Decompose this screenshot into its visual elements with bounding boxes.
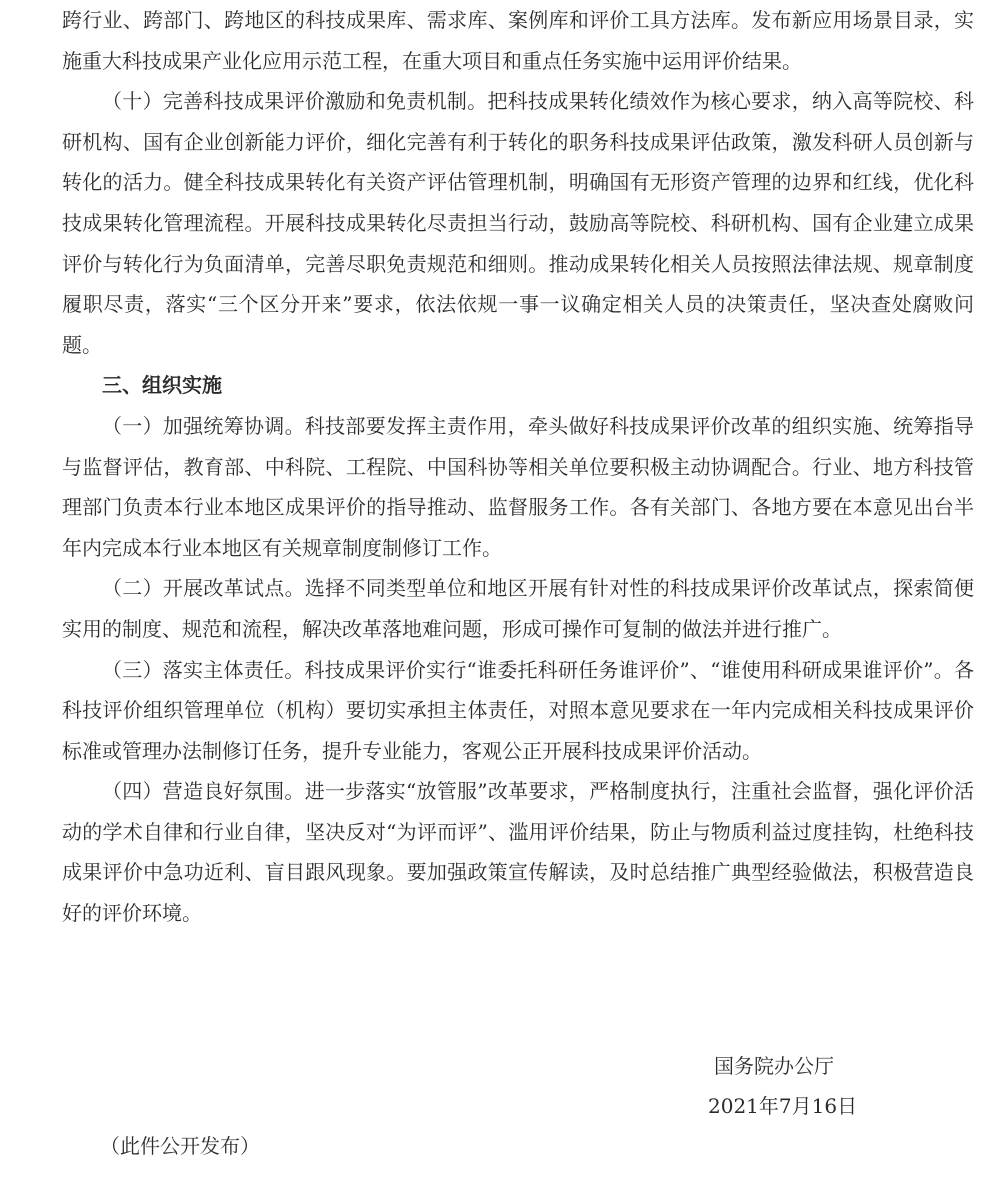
publish-note: （此件公开发布） xyxy=(100,1134,260,1158)
paragraph-item-2 xyxy=(62,568,974,649)
paragraph-text: 把科技成果转化绩效作为核心要求，纳入高等院校、科研机构、国有企业创新能力评价，细化完善有利于转化的职务科技成果评估政策，激发科研人员创新与转化的活力。健全科技成果转化有关资产评估管理机制，明确国有无形资产管理的边界和红线，优化科技成果转化管理流程。开展科技成果转化尽责担当行动，鼓励高等院校、科研机构、国有企业建立成果评价与转化行为负面清单，完善尽职免责规范和细则。推动成果转化相关人员按照法律法规、规章制度履职尽责，落实“三个区分开来”要求，依法依规一事一议确定相关人员的决策责任，坚决查处腐败问题。 xyxy=(62,89,975,357)
paragraph-item-4 xyxy=(62,771,974,933)
paragraph-text: 选择不同类型单位和地区开展有针对性的科技成果评价改革试点，探索简便实用的制度、规范和流程，解决改革落地难问题，形成可操作可复制的做法并进行推广。 xyxy=(62,576,975,641)
paragraph-text: 科技部要发挥主责作用，牵头做好科技成果评价改革的组织实施、统筹指导与监督评估，教育部、中科院、工程院、中国科协等相关单位要积极主动协调配合。行业、地方科技管理部门负责本行业本地区成果评价的指导推动、监督服务工作。各有关部门、各地方要在本意见出台半年内完成本行业本地区有关规章制度制修订工作。 xyxy=(62,413,975,560)
paragraph-item-10 xyxy=(62,81,974,365)
signature-date: 2021年7月16日 xyxy=(708,1094,858,1118)
section-heading: 三、组织实施 xyxy=(102,373,222,398)
paragraph-continuation xyxy=(62,0,974,81)
document-body xyxy=(62,0,974,934)
paragraph-lead: （一）加强统筹协调。 xyxy=(102,413,305,438)
paragraph-item-3 xyxy=(62,650,974,772)
paragraph-item-1 xyxy=(62,406,974,568)
paragraph-text: 跨行业、跨部门、跨地区的科技成果库、需求库、案例库和评价工具方法库。发布新应用场景目录，实施重大科技成果产业化应用示范工程，在重大项目和重点任务实施中运用评价结果。 xyxy=(62,8,974,73)
paragraph-text: 进一步落实“放管服”改革要求，严格制度执行，注重社会监督，强化评价活动的学术自律和行业自律，坚决反对“为评而评”、滥用评价结果，防止与物质利益过度挂钩，杜绝科技成果评价中急功近利、盲目跟风现象。要加强政策宣传解读，及时总结推广典型经验做法，积极营造良好的评价环境。 xyxy=(62,779,974,926)
signature-organization: 国务院办公厅 xyxy=(714,1054,834,1078)
paragraph-lead: （二）开展改革试点。 xyxy=(102,576,305,601)
paragraph-text: 科技成果评价实行“谁委托科研任务谁评价”、“谁使用科研成果谁评价”。各科技评价组织管理单位（机构）要切实承担主体责任，对照本意见要求在一年内完成相关科技成果评价标准或管理办法制修订任务，提升专业能力，客观公正开展科技成果评价活动。 xyxy=(62,657,975,763)
paragraph-lead: （三）落实主体责任。 xyxy=(102,657,305,682)
paragraph-lead: （十）完善科技成果评价激励和免责机制。 xyxy=(102,89,488,114)
paragraph-lead: （四）营造良好氛围。 xyxy=(102,779,305,804)
